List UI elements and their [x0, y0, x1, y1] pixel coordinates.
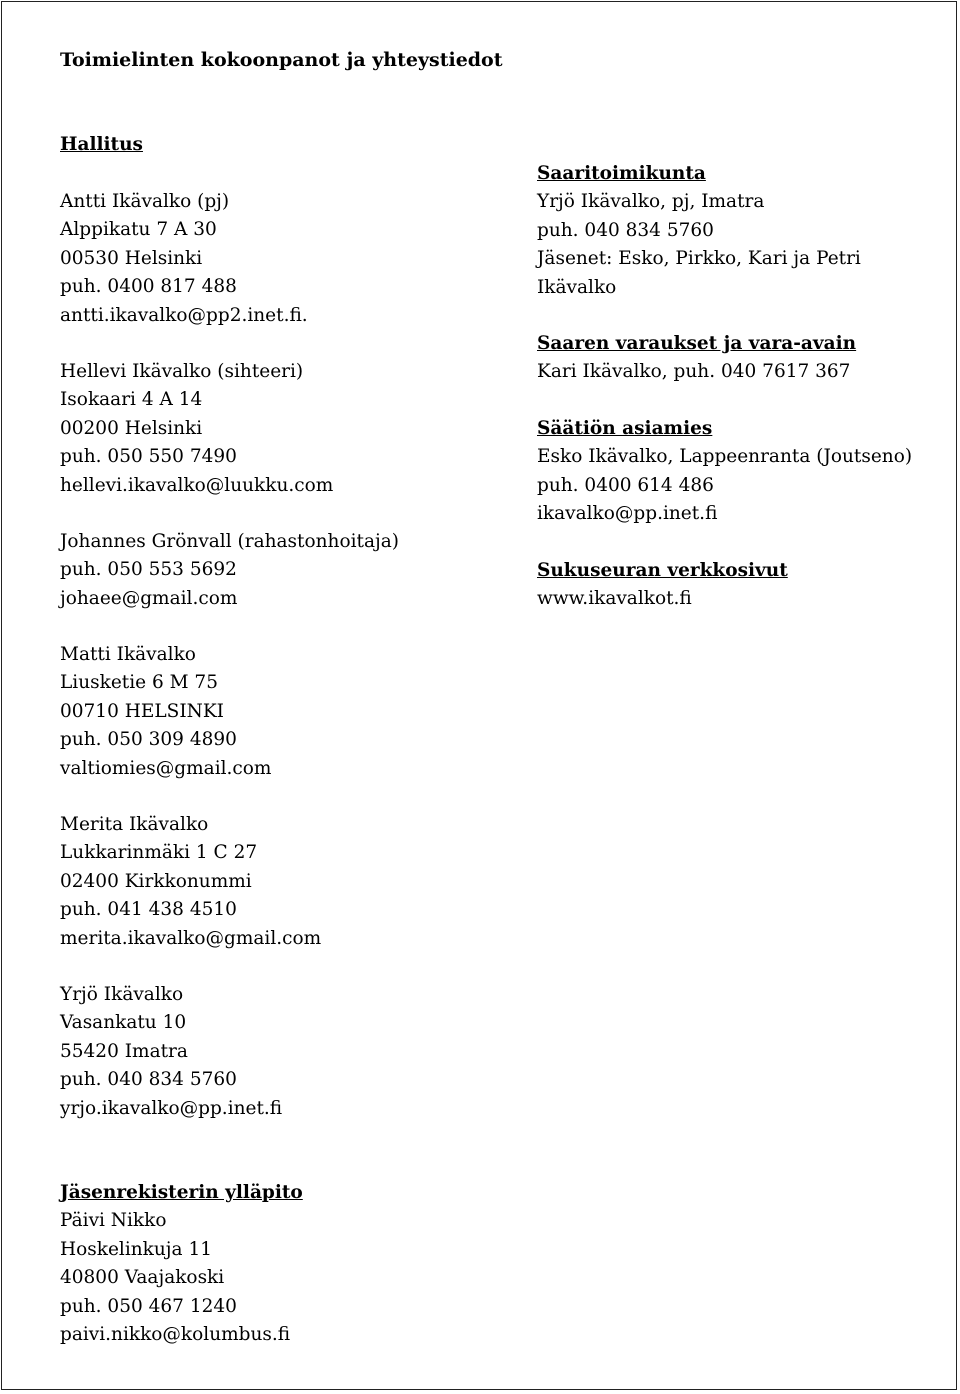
section-heading-jasenrekisteri: Jäsenrekisterin ylläpito	[60, 1182, 303, 1203]
contact-address: Vasankatu 10	[60, 1012, 187, 1034]
contact-email: antti.ikavalko@pp2.inet.fi.	[60, 304, 308, 326]
section-heading-hallitus: Hallitus	[60, 134, 143, 155]
contact-postal: 55420 Imatra	[60, 1040, 188, 1062]
contact-name: Matti Ikävalko	[60, 644, 196, 665]
contact-name: Antti Ikävalko (pj)	[60, 191, 230, 212]
asiamies-line: puh. 0400 614 486	[537, 474, 714, 496]
section-heading-saaritoimikunta: Saaritoimikunta	[537, 163, 706, 184]
contact-email: hellevi.ikavalko@luukku.com	[60, 474, 334, 496]
contact-email: johaee@gmail.com	[60, 587, 238, 609]
asiamies-line: ikavalko@pp.inet.fi	[537, 503, 718, 525]
section-heading-verkkosivut: Sukuseuran verkkosivut	[537, 560, 788, 581]
contact-address: Lukkarinmäki 1 C 27	[60, 842, 258, 864]
contact-email: valtiomies@gmail.com	[60, 757, 272, 779]
contact-address: Isokaari 4 A 14	[60, 389, 203, 411]
contact-phone: puh. 050 550 7490	[60, 446, 237, 468]
contact-address: Liusketie 6 M 75	[60, 672, 218, 694]
contact-email: merita.ikavalko@gmail.com	[60, 927, 322, 949]
contact-phone: puh. 0400 817 488	[60, 276, 237, 298]
contact-postal: 00530 Helsinki	[60, 247, 203, 269]
contact-postal: 00710 HELSINKI	[60, 700, 224, 722]
section-heading-varaukset: Saaren varaukset ja vara-avain	[537, 333, 857, 354]
contact-email: yrjo.ikavalko@pp.inet.fi	[60, 1097, 283, 1119]
contact-name: Hellevi Ikävalko (sihteeri)	[60, 361, 304, 382]
asiamies-line: Esko Ikävalko, Lappeenranta (Joutseno)	[537, 446, 913, 468]
saaritoimikunta-line: Yrjö Ikävalko, pj, Imatra	[537, 191, 765, 213]
contact-email: paivi.nikko@kolumbus.fi	[60, 1324, 291, 1345]
section-heading-asiamies: Säätiön asiamies	[537, 418, 713, 439]
contact-address: Alppikatu 7 A 30	[60, 219, 217, 241]
website-url: www.ikavalkot.fi	[537, 588, 692, 610]
contact-postal: 40800 Vaajakoski	[60, 1267, 225, 1289]
contact-phone: puh. 050 467 1240	[60, 1295, 237, 1317]
contact-phone: puh. 050 309 4890	[60, 729, 237, 751]
contact-name: Yrjö Ikävalko	[60, 984, 184, 1005]
contact-name: Merita Ikävalko	[60, 814, 209, 835]
varaukset-line: Kari Ikävalko, puh. 040 7617 367	[537, 361, 851, 383]
contact-phone: puh. 041 438 4510	[60, 899, 237, 921]
saaritoimikunta-line: puh. 040 834 5760	[537, 219, 714, 241]
contact-phone: puh. 040 834 5760	[60, 1069, 237, 1091]
contact-name: Päivi Nikko	[60, 1210, 167, 1232]
document-page	[1, 1, 957, 1390]
contact-postal: 00200 Helsinki	[60, 417, 203, 439]
saaritoimikunta-line: Jäsenet: Esko, Pirkko, Kari ja Petri	[537, 248, 861, 270]
contact-address: Hoskelinkuja 11	[60, 1238, 212, 1260]
saaritoimikunta-line: Ikävalko	[537, 276, 617, 298]
contact-postal: 02400 Kirkkonummi	[60, 870, 252, 892]
contact-phone: puh. 050 553 5692	[60, 559, 237, 581]
page-title: Toimielinten kokoonpanot ja yhteystiedot	[60, 49, 503, 71]
contact-name: Johannes Grönvall (rahastonhoitaja)	[60, 531, 399, 552]
